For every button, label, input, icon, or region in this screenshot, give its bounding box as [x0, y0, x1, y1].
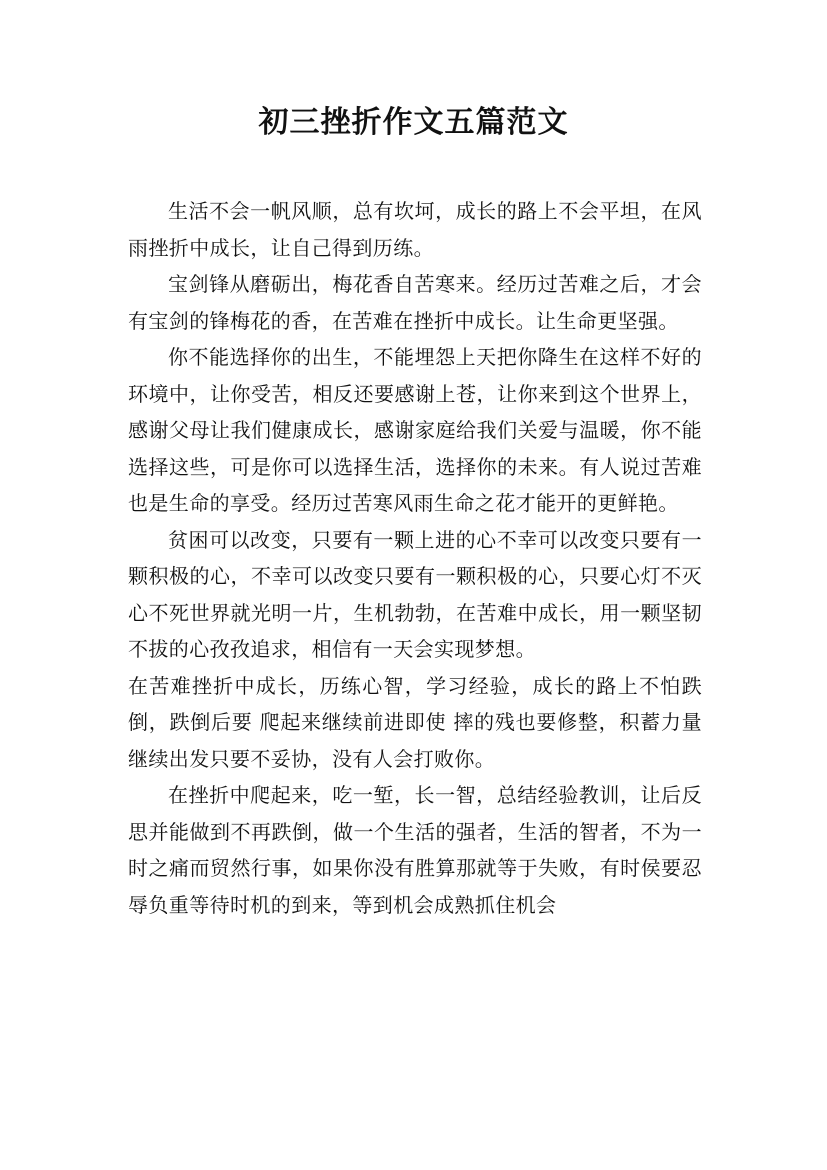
paragraph-4: 贫困可以改变，只要有一颗上进的心不幸可以改变只要有一颗积极的心，不幸可以改变只要有一颗积极的心，只要心灯不灭心不死世界就光明一片，生机勃勃，在苦难中成长，用一颗坚韧不拔的心孜孜追求，相信有一天会实现梦想。	[128, 527, 702, 661]
page-title: 初三挫折作文五篇范文	[258, 105, 569, 140]
document-body	[128, 193, 702, 923]
paragraph-2: 宝剑锋从磨砺出，梅花香自苦寒来。经历过苦难之后，才会有宝剑的锋梅花的香，在苦难在挫折中成长。让生命更坚强。	[128, 272, 702, 333]
paragraph-3: 你不能选择你的出生，不能埋怨上天把你降生在这样不好的环境中，让你受苦，相反还要感谢上苍，让你来到这个世界上，感谢父母让我们健康成长，感谢家庭给我们关爱与温暖，你不能选择这些，可是你可以选择生活，选择你的未来。有人说过苦难也是生命的享受。经历过苦寒风雨生命之花才能开的更鲜艳。	[128, 345, 702, 515]
paragraph-6: 在挫折中爬起来，吃一堑，长一智，总结经验教训，让后反思并能做到不再跌倒，做一个生活的强者，生活的智者，不为一时之痛而贸然行事，如果你没有胜算那就等于失败，有时侯要忍辱负重等待时机的到来，等到机会成熟抓住机会	[128, 783, 702, 917]
paragraph-1: 生活不会一帆风顺，总有坎坷，成长的路上不会平坦，在风雨挫折中成长，让自己得到历练。	[128, 199, 702, 260]
paragraph-5: 在苦难挫折中成长，历练心智，学习经验，成长的路上不怕跌倒，跌倒后要 爬起来继续前进即使 摔的残也要修整，积蓄力量继续出发只要不妥协，没有人会打败你。	[128, 673, 702, 771]
